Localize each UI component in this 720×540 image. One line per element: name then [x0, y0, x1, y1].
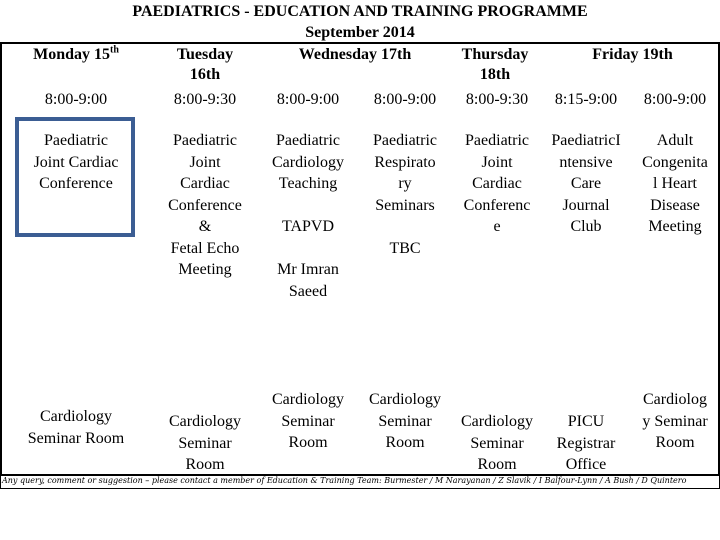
- session-line: Adult: [656, 132, 694, 149]
- session-line: Club: [570, 218, 602, 235]
- time-col-3: 8:00-9:00: [276, 91, 340, 108]
- session-line: Journal: [562, 196, 610, 214]
- session-col-5: [454, 130, 540, 238]
- session-line: Cardiology: [272, 153, 344, 171]
- session-line: &: [198, 218, 212, 235]
- day-header-tuesday: [150, 45, 260, 85]
- day-header-monday: [2, 45, 150, 65]
- location-line: Cardiology: [272, 391, 344, 408]
- session-line: Conference: [39, 175, 113, 192]
- day-header-friday: [545, 45, 720, 65]
- session-line: ntensive: [559, 153, 613, 171]
- wednesday-label: Wednesday 17th: [298, 46, 412, 63]
- session-line: Paediatric: [173, 132, 237, 149]
- location-line: Cardiology: [369, 391, 441, 408]
- footer-bottom-border: [0, 488, 720, 489]
- day-header-wednesday: [260, 45, 450, 65]
- session-line: [356, 216, 454, 238]
- location-line: Seminar Room: [27, 429, 125, 447]
- location-line: Cardiology: [169, 413, 241, 430]
- tuesday-line2: 16th: [189, 66, 221, 83]
- location-col-4: [356, 389, 454, 454]
- session-line: Fetal Echo: [170, 239, 240, 257]
- location-line: PICU: [567, 413, 605, 430]
- session-line: [260, 195, 356, 217]
- session-line: Joint: [189, 153, 221, 171]
- location-line: Room: [185, 456, 225, 473]
- table-top-border: [0, 42, 720, 44]
- location-line: Cardiology: [40, 408, 112, 425]
- session-line: Joint: [481, 153, 513, 171]
- location-line: Seminar: [378, 412, 432, 430]
- session-line: Seminars: [375, 196, 435, 214]
- footer-left-border: [0, 474, 1, 489]
- monday-label: Monday 15: [33, 46, 110, 63]
- page-subtitle: September 2014: [305, 24, 415, 41]
- session-line: Meeting: [648, 218, 702, 235]
- location-line: Room: [655, 434, 695, 451]
- location-line: Cardiolog: [643, 391, 707, 408]
- session-line: Paediatric: [44, 132, 108, 149]
- session-line: Mr Imran: [277, 261, 339, 278]
- session-col-4: [356, 130, 454, 259]
- location-line: Room: [288, 434, 328, 451]
- session-line: Disease: [650, 196, 700, 214]
- session-line: Cardiac: [472, 175, 522, 192]
- session-line: Teaching: [278, 175, 338, 192]
- monday-sup: th: [110, 44, 119, 56]
- day-header-thursday: [450, 45, 540, 85]
- session-line: Congenita: [642, 153, 708, 171]
- location-col-6: [540, 411, 632, 476]
- location-line: Seminar: [281, 412, 335, 430]
- session-line: TBC: [389, 239, 421, 257]
- time-col-4: 8:00-9:00: [373, 91, 437, 108]
- location-line: Seminar: [178, 434, 232, 452]
- page-title: PAEDIATRICS - EDUCATION AND TRAINING PROGRAMME: [132, 3, 588, 20]
- session-col-1: [2, 130, 150, 195]
- location-line: Room: [477, 456, 517, 473]
- location-col-2: [150, 411, 260, 476]
- location-col-1: [2, 406, 150, 449]
- time-col-6: 8:15-9:00: [554, 91, 618, 108]
- session-line: Respirato: [374, 153, 436, 171]
- session-col-2: [150, 130, 260, 281]
- session-col-7: [632, 130, 718, 238]
- location-col-3: [260, 389, 356, 454]
- location-line: y Seminar: [642, 412, 708, 430]
- location-line: Room: [385, 434, 425, 451]
- session-line: Paediatric: [465, 132, 529, 149]
- footer-contact-note: Any query, comment or suggestion – please contact a member of Education & Training Team: Burmester / M Narayanan / Z Slavik / I Balfour-Lynn / A Bush / D Quintero: [2, 476, 687, 485]
- session-line: Meeting: [178, 261, 232, 278]
- thursday-line1: Thursday: [461, 46, 529, 63]
- time-col-5: 8:00-9:30: [465, 91, 529, 108]
- session-line: l Heart: [653, 175, 697, 192]
- session-line: ry: [398, 175, 412, 192]
- session-line: TAPVD: [281, 218, 335, 235]
- session-line: [260, 238, 356, 260]
- location-line: Office: [565, 456, 607, 473]
- location-line: Cardiology: [461, 413, 533, 430]
- thursday-line2: 18th: [479, 66, 511, 83]
- friday-label: Friday 19th: [592, 46, 673, 63]
- location-col-5: [454, 411, 540, 476]
- session-line: Conference: [168, 196, 242, 214]
- session-line: Saeed: [288, 282, 328, 300]
- time-col-1: 8:00-9:00: [44, 91, 108, 108]
- tuesday-line1: Tuesday: [176, 46, 234, 63]
- session-line: Cardiac: [180, 175, 230, 192]
- session-line: Conferenc: [463, 196, 531, 214]
- session-col-3: [260, 130, 356, 302]
- session-line: e: [493, 218, 501, 235]
- session-col-6: [540, 130, 632, 238]
- session-line: Care: [570, 175, 602, 192]
- time-col-2: 8:00-9:30: [173, 91, 237, 108]
- time-col-7: 8:00-9:00: [643, 91, 707, 108]
- session-line: Joint Cardiac: [33, 153, 119, 171]
- session-line: PaediatricI: [551, 132, 621, 149]
- location-line: Seminar: [470, 434, 524, 452]
- location-col-7: [632, 389, 718, 454]
- location-line: Registrar: [556, 434, 616, 452]
- session-line: Paediatric: [276, 132, 340, 149]
- session-line: Paediatric: [373, 132, 437, 149]
